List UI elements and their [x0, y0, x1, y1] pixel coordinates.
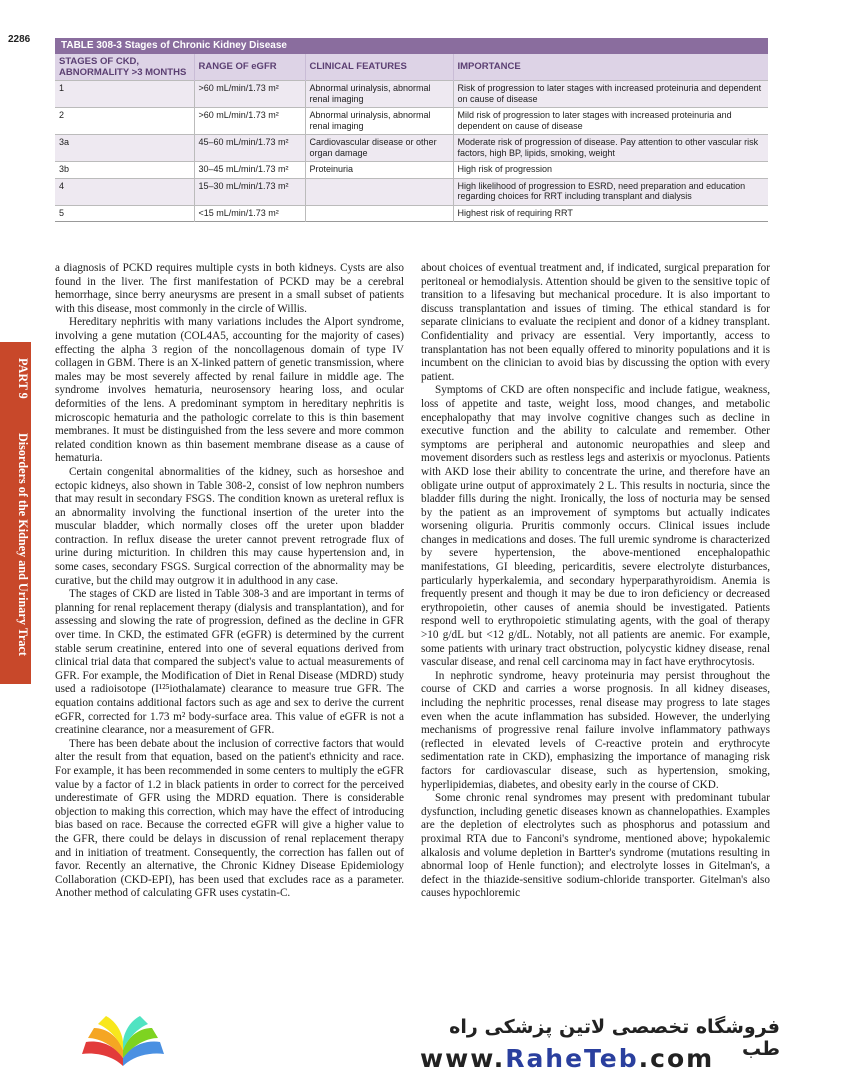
cell-stage: 3a — [55, 135, 194, 162]
table-row — [55, 205, 768, 222]
shop-url — [420, 1044, 830, 1073]
shop-name: فروشگاه تخصصی لاتین پزشکی راه طب — [449, 1016, 780, 1060]
paragraph: Some chronic renal syndromes may present with predominant tubular dysfunction, including genetic diseases known as channelopathies. Examples are the depletion of electrolytes such as phosphorus and potassium and proximal RTA due to Fanconi's syndrome, mentioned above; hypokalemic alkalosis and volume depletion in Bartter's syndrome (mutations resulting in abnormal loop of Henle function); and electrolyte losses in Gitelman's, a defect in the thiazide-sensitive sodium-chloride transporter. Gitelman's also causes hypochloremic — [421, 792, 770, 900]
url-brand: RaheTeb — [505, 1044, 639, 1073]
cell-stage: 1 — [55, 81, 194, 108]
cell-stage: 4 — [55, 178, 194, 205]
cell-importance: Risk of progression to later stages with increased proteinuria and dependent on cause of disease — [453, 81, 768, 108]
cell-clinical: Abnormal urinalysis, abnormal renal imaging — [305, 81, 453, 108]
paragraph: Certain congenital abnormalities of the kidney, such as horseshoe and ectopic kidneys, also shown in Table 308-2, consist of low nephron numbers that may result in secondary FSGS. The condition known as ureteral reflux is an abnormality involving the functional insertion of the ureter into the muscular bladder, which normally closes off the ureter upon bladder contraction. In reflux disease the ureter cannot prevent retrograde flux of urine during micturition. In children this may cause hypertension and, in some cases, secondary FSGS. Surgical correction of the abnormality may be curative, but the child may outgrow it in adulthood in any case. — [55, 465, 404, 587]
side-tab-text — [1, 358, 30, 678]
cell-clinical: Abnormal urinalysis, abnormal renal imaging — [305, 108, 453, 135]
paragraph: about choices of eventual treatment and, if indicated, surgical preparation for peritoneal or hemodialysis. Attention should be given to the sensitive topic of transition to a lifesaving but mechanical procedure. It is also important to discuss transplantation and issues of timing. The ethical standard is for separate clinicians to evaluate the recipient and donor of a kidney transplant. Confidentiality and privacy are essential. Very importantly, access to transplantation has not been equally offered to minority populations and it is incumbent on the clinician to avoid bias by discussing the option with every patient. — [421, 262, 770, 383]
header-stage: STAGES OF CKD, ABNORMALITY >3 MONTHS — [55, 54, 194, 81]
paragraph: There has been debate about the inclusion of corrective factors that would alter the result from that equation, based on the patient's ethnicity and race. For example, it has been recommended in some centers to multiply the eGFR value by a factor of 1.2 in black patients in order to correct for the perceived underestimate of GFR using the MDRD equation. There is considerable objection to making this correction, which may have the effect of introducing bias based on race. Because the corrected eGFR will give a higher value to the GFR, there could be delays in discussion of renal replacement therapy and in initiation of treatment. Consequently, the correction has fallen out of favor. Recently an alternative, the Chronic Kidney Disease Epidemiology Collaboration (CKD-EPI), has been used that excludes race as a parameter. Another method of calculating GFR uses cystatin-C. — [55, 737, 404, 900]
section-side-tab — [0, 342, 31, 684]
cell-importance: Mild risk of progression to later stages with increased proteinuria and dependent on cause of disease — [453, 108, 768, 135]
cell-egfr: >60 mL/min/1.73 m² — [194, 81, 305, 108]
open-book-logo-icon — [78, 1008, 168, 1074]
cell-stage: 3b — [55, 162, 194, 179]
cell-egfr: >60 mL/min/1.73 m² — [194, 108, 305, 135]
cell-egfr: 15–30 mL/min/1.73 m² — [194, 178, 305, 205]
table-row — [55, 135, 768, 162]
page-number: 2286 — [8, 34, 31, 45]
paragraph: Symptoms of CKD are often nonspecific and include fatigue, weakness, loss of appetite and taste, weight loss, mood changes, and metabolic encephalopathy that may involve cognitive changes such as decline in executive function and the ability to calculate and remember. Other symptoms are peripheral and autonomic neuropathies and sleep and movement disorders such as restless legs and asterixis or myoclonus. Patients with AKD lose their ability to concentrate the urine, and therefore have an obligate urine output of approximately 2 L. This results in nocturia, since the bladder fills during the night. Ironically, the loss of nocturia may be sensed by the patient as an improvement of symptoms but actually indicates worsening oliguria. Pruritis commonly occurs. Clinical issues include changes in medications and doses. The full uremic syndrome is characterized by severe hypertension, the above-mentioned encephalopathic manifestations, GI bleeding, pericarditis, severe electrolyte disturbances, particularly hyperkalemia, and secondary hyperparathyroidism. Anemia is frequently present and though it may be due to iron deficiency or decreased erythropoietin, other causes of anemia should be investigated. Patients respond well to erythropoietic stimulating agents, with the goal of therapy >10 g/dL but <12 g/dL. Notably, not all patients are anemic. For example, some patients with urinary tract obstruction, polycystic kidney disease, renal vascular disease, and renal cell carcinoma may in fact have erythrocytosis. — [421, 384, 770, 669]
url-suffix: .com — [638, 1044, 715, 1073]
cell-clinical: Proteinuria — [305, 162, 453, 179]
table-row — [55, 81, 768, 108]
table-row — [55, 178, 768, 205]
header-egfr: RANGE OF eGFR — [194, 54, 305, 81]
table-row — [55, 108, 768, 135]
cell-clinical — [305, 178, 453, 205]
cell-egfr: 45–60 mL/min/1.73 m² — [194, 135, 305, 162]
paragraph: In nephrotic syndrome, heavy proteinuria may persist throughout the course of CKD and carries a worse prognosis. In all kidney diseases, including the nephritic processes, renal disease may progress to late stages even when the acute inflammation has subsided. However, the underlying mechanisms of progressive renal failure involve inflammatory pathways (reflected in elevated levels of C-reactive protein and erythrocyte sedimentation rate in CKD), emphasizing the importance of managing risk factors for cardiovascular disease, such as hypertension, smoking, hyperlipidemias, diabetes, and obesity early in the course of CKD. — [421, 669, 770, 791]
paragraph: a diagnosis of PCKD requires multiple cysts in both kidneys. Cysts are also found in the liver. The first manifestation of PCKD may be a cerebral hemorrhage, since berry aneurysms are present in a small subset of patients with this disease, most commonly in the circle of Willis. — [55, 262, 404, 315]
cell-stage: 5 — [55, 205, 194, 222]
cell-egfr: <15 mL/min/1.73 m² — [194, 205, 305, 222]
right-column — [421, 262, 770, 901]
cell-importance: Highest risk of requiring RRT — [453, 205, 768, 222]
paragraph: Hereditary nephritis with many variations includes the Alport syndrome, involving a gene mutation (COL4A5, accounting for the majority of cases) effecting the alpha 3 region of the noncollagenous domain of type IV collagen in GBM. There is an X-linked pattern of genetic transmission, where males may be most severely affected by renal failure in middle age. The syndrome involves hematuria, neurosensory hearing loss, and ocular deformities of the lens. A predominant symptom in hereditary nephritis is microscopic hematuria and the pathologic correlate to this is thin basement membranes. It must be distinguished from the less severe and more common related condition known as thin basement membrane disease as a cause of hematuria. — [55, 316, 404, 465]
cell-clinical — [305, 205, 453, 222]
side-tab-part: PART 9 — [16, 358, 30, 399]
cell-clinical: Cardiovascular disease or other organ damage — [305, 135, 453, 162]
paragraph: The stages of CKD are listed in Table 308-3 and are important in terms of planning for renal replacement therapy (dialysis and transplantation), and for assessing and slowing the rate of progression, defined as the decline in GFR over time. In CKD, the estimated GFR (eGFR) is determined by the current stable serum creatinine, entered into one of several equations derived from clinical trial data that compared the subject's value to actual measurements of GFR. For example, the Modification of Diet in Renal Disease (MDRD) study used a radioisotope (I¹²⁵iothalamate) clearance to measure true GFR. The equation contains additional factors such as age and sex to derive the current eGFR, corrected for 1.73 m² body-surface area. This value of eGFR is not a creatinine clearance, nor a measurement of GFR. — [55, 588, 404, 737]
ckd-stages-table — [55, 38, 768, 222]
table-row — [55, 162, 768, 179]
left-column — [55, 262, 404, 901]
cell-importance: High risk of progression — [453, 162, 768, 179]
url-prefix: www. — [420, 1044, 506, 1073]
cell-importance: Moderate risk of progression of disease. Pay attention to other vascular risk factors, high BP, lipids, smoking, weight — [453, 135, 768, 162]
cell-egfr: 30–45 mL/min/1.73 m² — [194, 162, 305, 179]
header-importance: IMPORTANCE — [453, 54, 768, 81]
table-header-row — [55, 54, 768, 81]
side-tab-title: Disorders of the Kidney and Urinary Tract — [16, 432, 30, 656]
table-title: TABLE 308-3 Stages of Chronic Kidney Disease — [55, 38, 768, 54]
header-clinical: CLINICAL FEATURES — [305, 54, 453, 81]
cell-stage: 2 — [55, 108, 194, 135]
cell-importance: High likelihood of progression to ESRD, need preparation and education regarding choices for RRT including transplant and dialysis — [453, 178, 768, 205]
